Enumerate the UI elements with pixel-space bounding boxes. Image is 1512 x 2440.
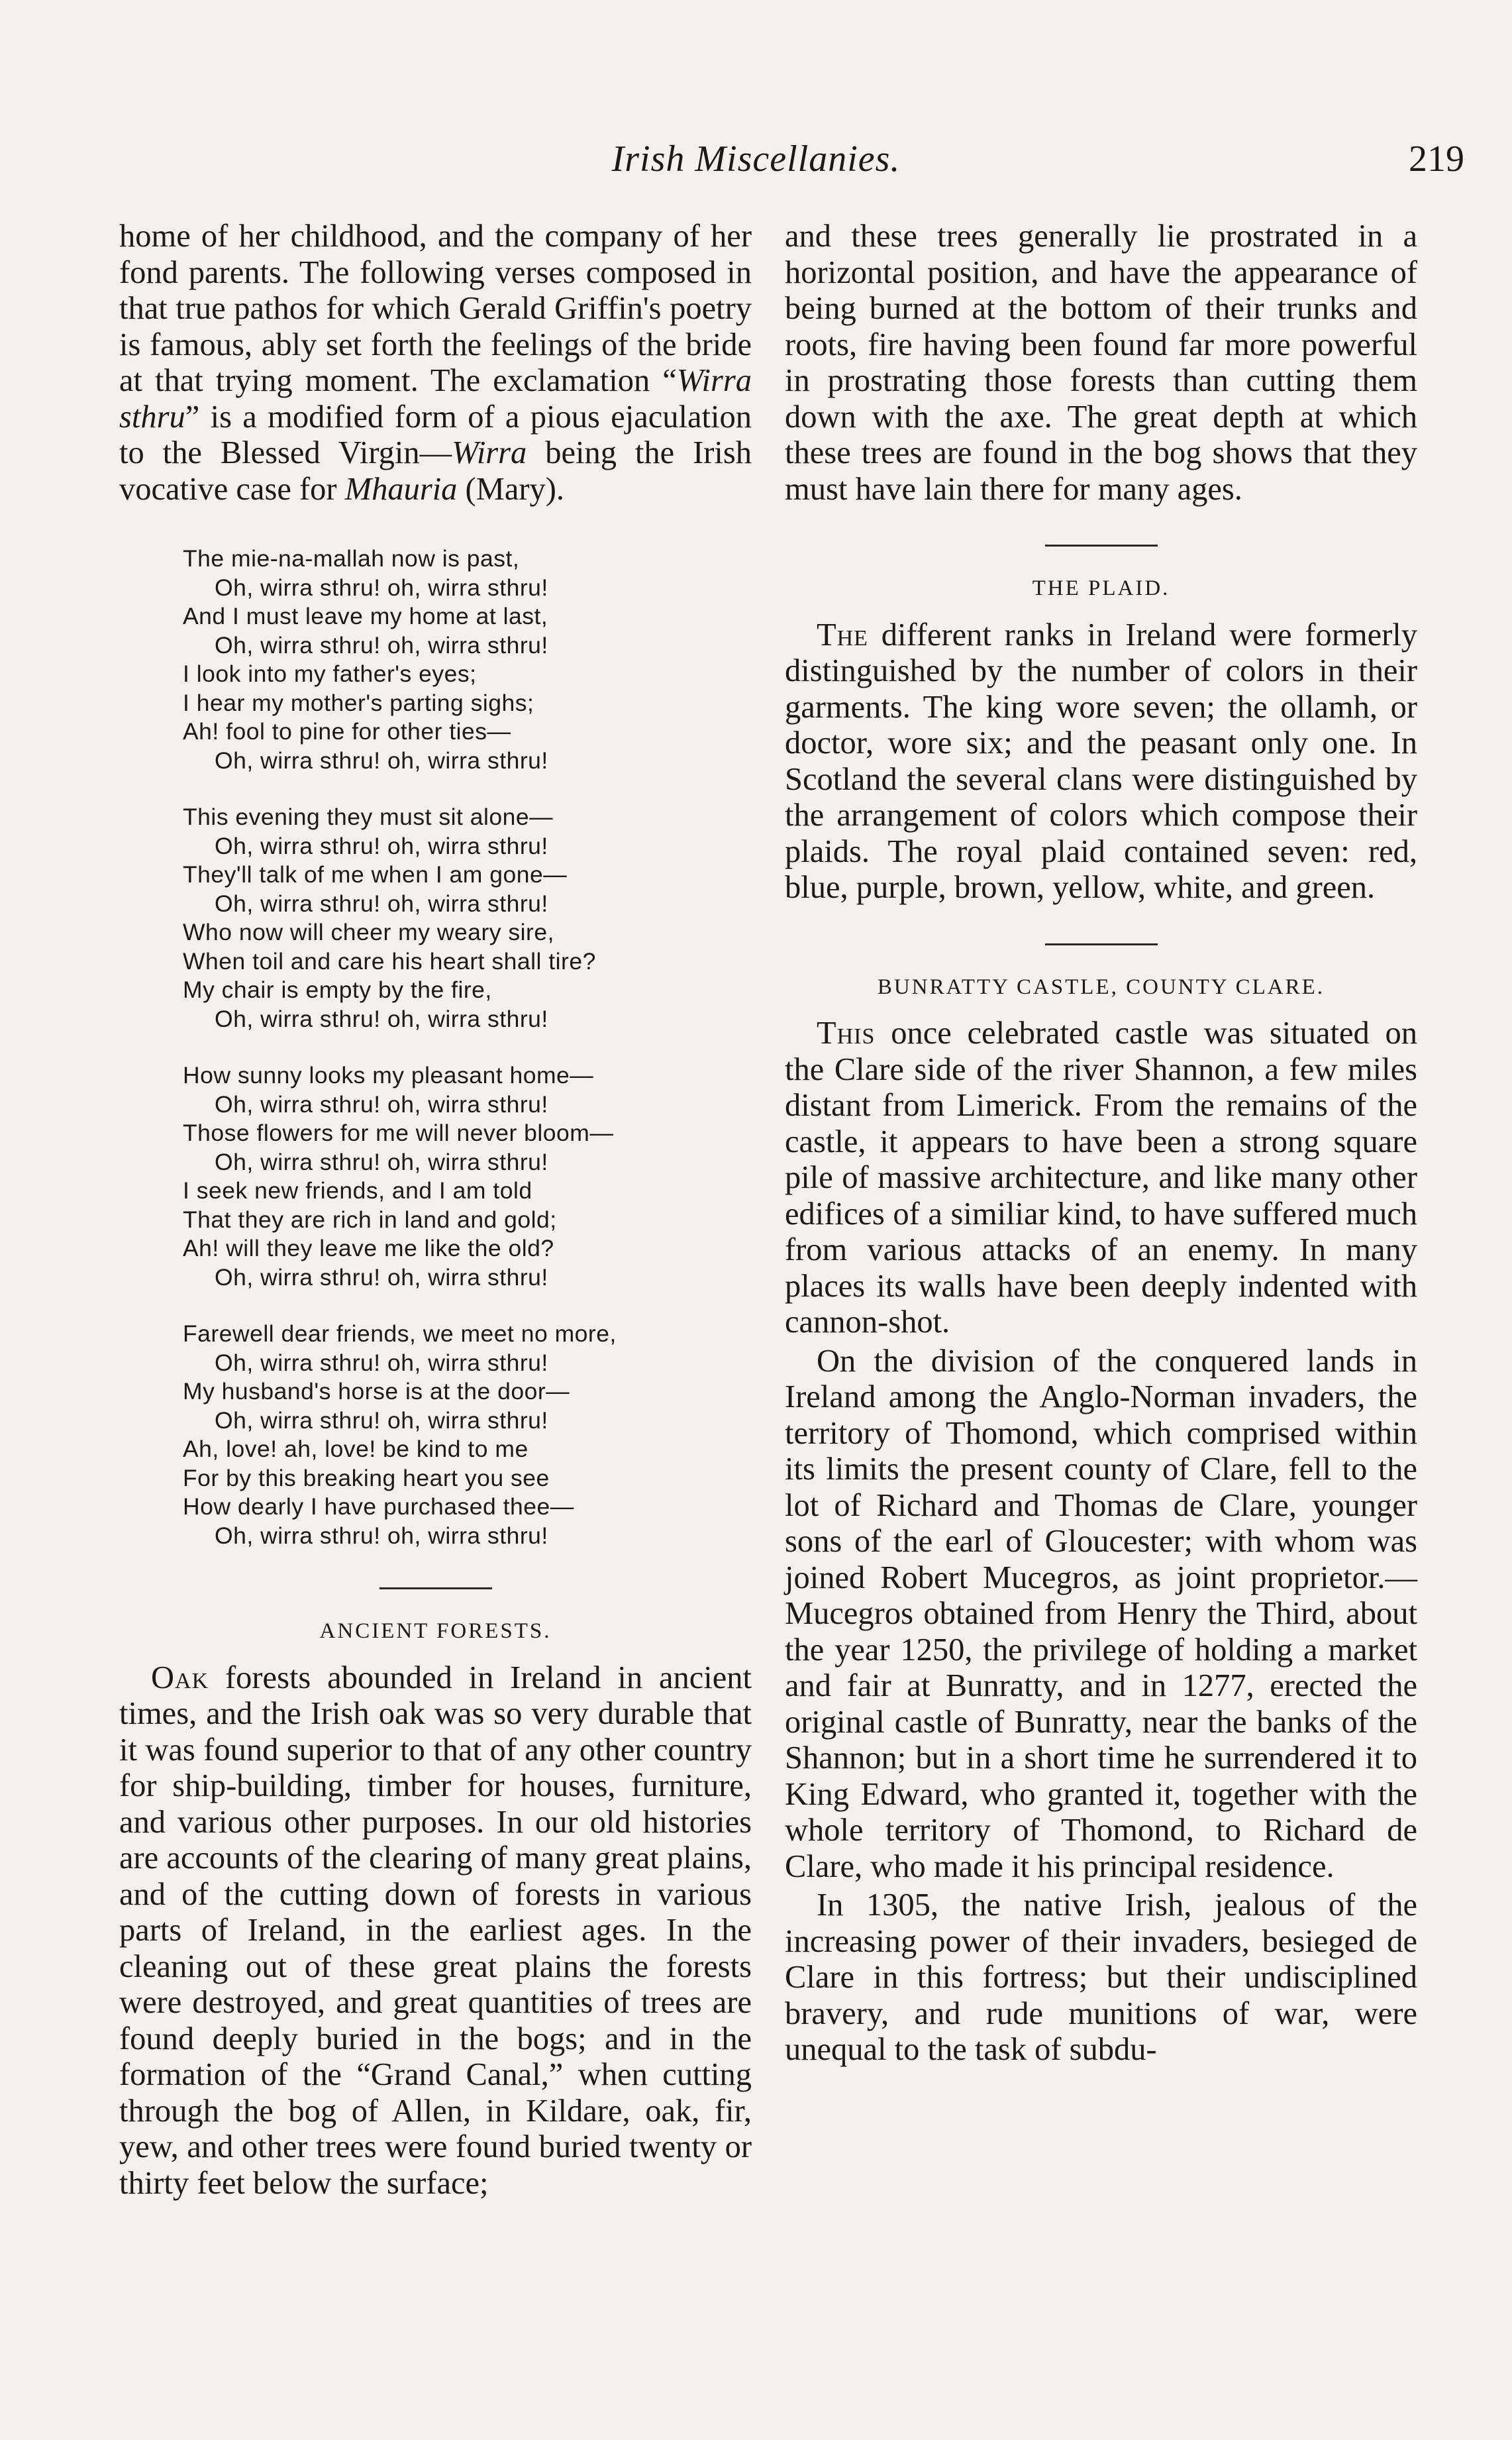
ancient-forests-continued-paragraph: and these trees generally lie prostrated in a horizontal position, and have the appearance of being burned at the bottom of their trunks and roots, fire having been found far more powerful in prostrating those forests than cutting them down with the axe. The great depth at which these trees are found in the bog shows that they must have lain there for many ages. xyxy=(785,219,1417,507)
verse-line: That they are rich in land and gold; xyxy=(183,1206,557,1233)
dropcap-word: Oak xyxy=(151,1660,209,1695)
verse-line: Farewell dear friends, we meet no more, xyxy=(183,1320,617,1347)
bunratty-paragraph-1: This once celebrated castle was situated on the Clare side of the river Shannon, a few miles distant from Limerick. From the remains of the castle, it appears to have been a strong square pile of massive architecture, and like many other edifices of a similiar kind, to have suffered much from various attacks of an enemy. In many places its walls have been deeply indented with cannon-shot. xyxy=(785,1016,1417,1340)
poem-stanza xyxy=(183,803,752,1034)
verse-line: Oh, wirra sthru! oh, wirra sthru! xyxy=(215,1522,548,1549)
bunratty-paragraph-2: On the division of the conquered lands in Ireland among the Anglo-Norman invaders, the territory of Thomond, which comprised within its limits the present county of Clare, fell to the lot of Richard and Thomas de Clare, younger sons of the earl of Gloucester; with whom was joined Robert Mucegros, as joint proprietor.—Mucegros obtained from Henry the Third, about the year 1250, the privilege of holding a market and fair at Bunratty, and in 1277, erected the original castle of Bunratty, near the banks of the Shannon; but in a short time he surrendered it to King Edward, who granted it, together with the whole territory of Thomond, to Richard de Clare, who made it his principal residence. xyxy=(785,1343,1417,1884)
verse-line: Oh, wirra sthru! oh, wirra sthru! xyxy=(215,1263,548,1291)
bunratty-paragraph-3: In 1305, the native Irish, jealous of the increasing power of their invaders, besieged de Clare in this fortress; but their undisciplined bravery, and rude munitions of war, were unequal to the task of subdu- xyxy=(785,1887,1417,2067)
running-header-title: Irish Miscellanies. xyxy=(611,138,901,180)
verse-line: How dearly I have purchased thee— xyxy=(183,1493,574,1520)
verse-line: How sunny looks my pleasant home— xyxy=(183,1062,594,1088)
heading-bunratty-castle: BUNRATTY CASTLE, COUNTY CLARE. xyxy=(877,975,1325,999)
verse-line: Oh, wirra sthru! oh, wirra sthru! xyxy=(215,890,548,917)
heading-the-plaid: THE PLAID. xyxy=(1032,576,1170,600)
verse-line: Oh, wirra sthru! oh, wirra sthru! xyxy=(215,1349,548,1376)
verse-line: For by this breaking heart you see xyxy=(183,1464,550,1491)
verse-line: Oh, wirra sthru! oh, wirra sthru! xyxy=(215,1148,548,1175)
verse-line: I seek new friends, and I am told xyxy=(183,1177,532,1204)
verse-line: I hear my mother's parting sighs; xyxy=(183,689,534,716)
verse-line: The mie-na-mallah now is past, xyxy=(183,545,520,572)
term-wirra: Wirra xyxy=(452,435,527,470)
verse-line: And I must leave my home at last, xyxy=(183,603,548,629)
verse-line: Oh, wirra sthru! oh, wirra sthru! xyxy=(215,747,548,774)
verse-line: Oh, wirra sthru! oh, wirra sthru! xyxy=(215,574,548,601)
dropcap-word: This xyxy=(817,1016,876,1051)
heading-ancient-forests: ANCIENT FORESTS. xyxy=(319,1619,552,1643)
poem xyxy=(183,545,752,1550)
verse-line: Oh, wirra sthru! oh, wirra sthru! xyxy=(215,1406,548,1434)
verse-line: Ah! fool to pine for other ties— xyxy=(183,718,511,745)
verse-line: Oh, wirra sthru! oh, wirra sthru! xyxy=(215,1005,548,1032)
intro-paragraph: home of her childhood, and the company of her fond parents. The following verses composed in that true pathos for which Gerald Griffin's poetry is famous, ably set forth the feelings of the bride at that trying moment. The exclamation “Wirra sthru” is a modified form of a pious ejaculation to the Blessed Virgin—Wirra being the Irish vocative case for Mhauria (Mary). xyxy=(119,219,752,507)
verse-line: Ah, love! ah, love! be kind to me xyxy=(183,1436,529,1462)
verse-line: Oh, wirra sthru! oh, wirra sthru! xyxy=(215,631,548,659)
section-divider xyxy=(1045,943,1158,945)
left-column xyxy=(119,219,752,2201)
right-column xyxy=(785,219,1417,2068)
verse-line: I look into my father's eyes; xyxy=(183,661,477,687)
term-wirra-sthru: Wirra sthru xyxy=(119,363,752,435)
poem-stanza xyxy=(183,1320,752,1550)
poem-stanza xyxy=(183,545,752,775)
verse-line: Who now will cheer my weary sire, xyxy=(183,919,554,945)
ancient-forests-paragraph: Oak forests abounded in Ireland in ancient times, and the Irish oak was so very durable that it was found superior to that of any other country for ship-building, timber for houses, furniture, and various other purposes. In our old histories are accounts of the clearing of many great plains, and of the cutting down of forests in various parts of Ireland, in the earliest ages. In the cleaning out of these great plains the forests were destroyed, and great quantities of trees are found deeply buried in the bogs; and in the formation of the “Grand Canal,” when cutting through the bog of Allen, in Kildare, oak, fir, yew, and other trees were found buried twenty or thirty feet below the surface; xyxy=(119,1660,752,2201)
verse-line: They'll talk of me when I am gone— xyxy=(183,861,568,888)
verse-line: Ah! will they leave me like the old? xyxy=(183,1235,554,1261)
term-mhauria: Mhauria xyxy=(344,471,458,507)
dropcap-word: The xyxy=(817,617,868,653)
poem-stanza xyxy=(183,1061,752,1292)
verse-line: Oh, wirra sthru! oh, wirra sthru! xyxy=(215,1090,548,1118)
verse-line: This evening they must sit alone— xyxy=(183,804,554,830)
verse-line: My chair is empty by the fire, xyxy=(183,977,492,1003)
verse-line: When toil and care his heart shall tire? xyxy=(183,947,596,975)
section-divider xyxy=(1045,545,1158,547)
verse-line: My husband's horse is at the door— xyxy=(183,1378,570,1405)
verse-line: Those flowers for me will never bloom— xyxy=(183,1120,614,1146)
page-number: 219 xyxy=(1409,138,1464,180)
section-divider xyxy=(379,1587,492,1589)
plaid-paragraph: The different ranks in Ireland were formerly distinguished by the number of colors in their garments. The king wore seven; the ollamh, or doctor, wore six; and the peasant only one. In Scotland the several clans were distinguished by the arrangement of colors which compose their plaids. The royal plaid contained seven: red, blue, purple, brown, yellow, white, and green. xyxy=(785,617,1417,905)
verse-line: Oh, wirra sthru! oh, wirra sthru! xyxy=(215,832,548,859)
